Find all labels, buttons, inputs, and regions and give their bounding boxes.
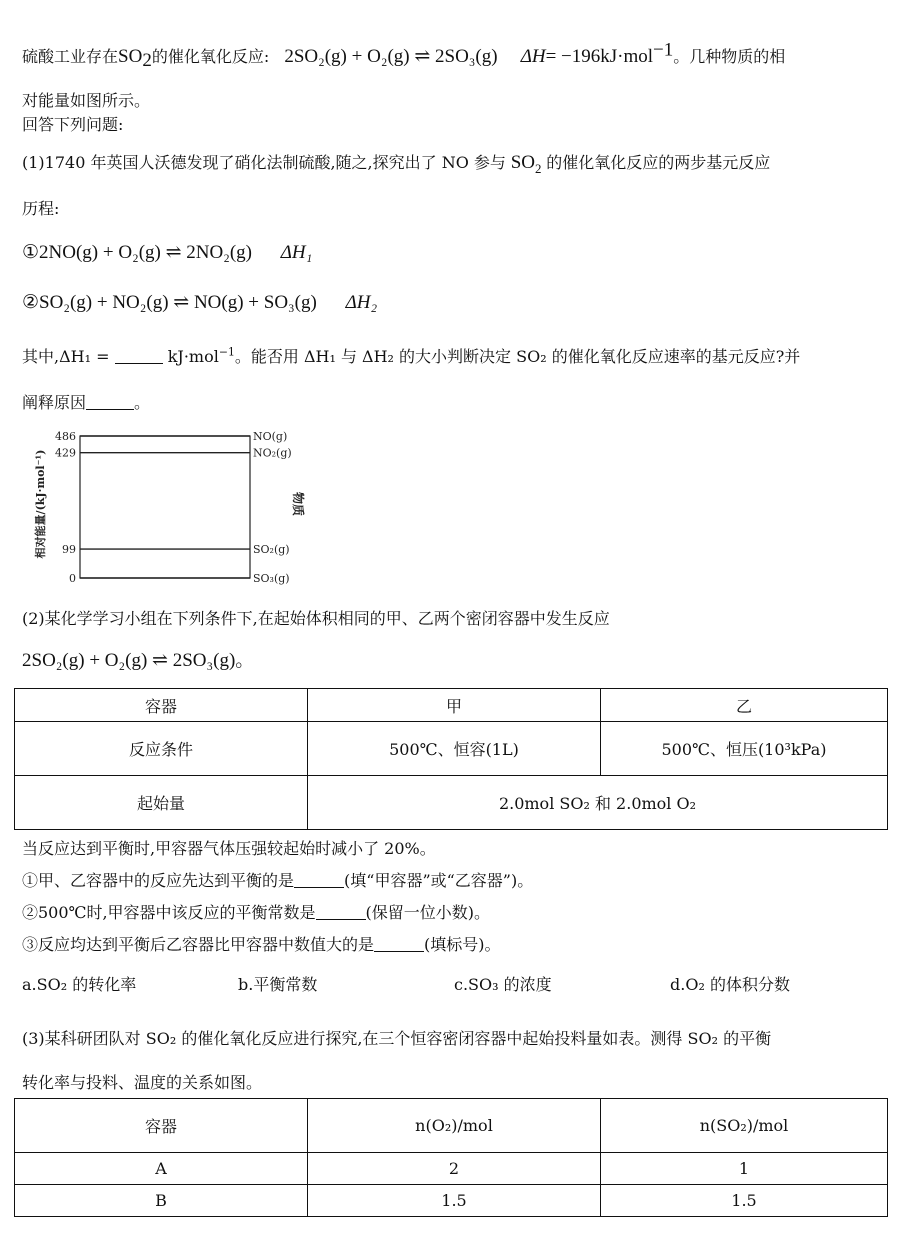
q1-ask-end: 。 bbox=[134, 393, 151, 412]
table-cell: B bbox=[15, 1185, 308, 1217]
table-row bbox=[15, 1185, 888, 1217]
table-cell: 1.5 bbox=[308, 1185, 601, 1217]
table-header-cell: 容器 bbox=[15, 689, 308, 722]
level-label: NO(g) bbox=[253, 430, 288, 443]
intro-dh-label: ΔH bbox=[520, 46, 546, 67]
table-row bbox=[15, 1153, 888, 1185]
q2-sub1a: ①甲、乙容器中的反应先达到平衡的是 bbox=[22, 871, 295, 890]
table-cell: 2.0mol SO₂ 和 2.0mol O₂ bbox=[308, 776, 888, 830]
tick-label: 429 bbox=[55, 446, 76, 460]
q1-ask-a: 其中,ΔH₁ = bbox=[22, 347, 110, 366]
q1-line-1: (1)1740 年英国人沃德发现了硝化法制硫酸,随之,探究出了 NO 参与 $SO_2$ 的催化氧化反应的两步基元反应 bbox=[22, 152, 771, 176]
table-row bbox=[15, 722, 888, 776]
x-axis-label: 物质 bbox=[291, 491, 305, 517]
q1-line-2: 历程: bbox=[22, 199, 60, 218]
intro-line-1: 硫酸工业存在$SO_2$的催化氧化反应: 2SO₂(g) + O₂(g) ⇌ 2SO₃(g) ΔH= −196kJ·mol$^{-1}$。几种物质的相 bbox=[22, 39, 786, 72]
table-cell: 1 bbox=[601, 1153, 888, 1185]
tick-label: 486 bbox=[55, 430, 76, 443]
intro-lead: 硫酸工业存在 bbox=[22, 47, 119, 66]
answer-blank-q2-2[interactable] bbox=[316, 903, 366, 920]
intro-tail2: 。几种物质的相 bbox=[673, 47, 786, 66]
q1-ask-c: 。能否用 ΔH₁ 与 ΔH₂ 的大小判断决定 SO₂ 的催化氧化反应速率的基元反应?并 bbox=[234, 347, 801, 366]
table-row bbox=[15, 689, 888, 722]
q2-sub1b: (填“甲容器”或“乙容器”)。 bbox=[344, 871, 534, 890]
q2-line-2: 2SO₂(g) + O₂(g) ⇌ 2SO₃(g)。 bbox=[22, 650, 255, 671]
q1-step1-dh: ΔH₁ bbox=[280, 242, 313, 263]
level-label: SO₃(g) bbox=[253, 572, 290, 585]
table-header-cell: 乙 bbox=[601, 689, 888, 722]
feed-table bbox=[14, 1098, 888, 1217]
q2-sub3b: (填标号)。 bbox=[424, 935, 501, 954]
q3-line-1: (3)某科研团队对 SO₂ 的催化氧化反应进行探究,在三个恒容密闭容器中起始投料量如表。测得 SO₂ 的平衡 bbox=[22, 1029, 772, 1048]
q1-ask-line2: 阐释原因 bbox=[22, 393, 87, 412]
tick-label: 99 bbox=[62, 543, 76, 557]
table-header-cell: 容器 bbox=[15, 1099, 308, 1153]
intro-dh-value: = −196kJ·mol bbox=[545, 46, 654, 67]
answer-blank-reason[interactable] bbox=[86, 393, 134, 410]
table-cell: 起始量 bbox=[15, 776, 308, 830]
diagram-frame bbox=[80, 436, 250, 578]
q3-line-2: 转化率与投料、温度的关系如图。 bbox=[22, 1073, 263, 1092]
level-label: NO₂(g) bbox=[253, 446, 292, 460]
q2-sub3 bbox=[22, 934, 501, 956]
table-header-cell: n(SO₂)/mol bbox=[601, 1099, 888, 1153]
q1-ask-line-1: 其中,ΔH₁ = kJ·mol$^{-1}$。能否用 ΔH₁ 与 ΔH₂ 的大小判断决定 SO₂ 的催化氧化反应速率的基元反应?并 bbox=[22, 345, 801, 366]
q2-sub2b: (保留一位小数)。 bbox=[365, 903, 491, 922]
tick-label: 0 bbox=[69, 572, 76, 585]
q1-line1a: (1)1740 年英国人沃德发现了硝化法制硫酸,随之,探究出了 NO 参与 bbox=[22, 153, 506, 172]
option-a: a.SO₂ 的转化率 bbox=[22, 975, 137, 994]
energy-level-diagram bbox=[22, 424, 322, 592]
table-header-cell: 甲 bbox=[308, 689, 601, 722]
q2-options bbox=[22, 972, 862, 996]
intro-line-3: 回答下列问题: bbox=[22, 115, 124, 134]
q2-line-1: (2)某化学学习小组在下列条件下,在起始体积相同的甲、乙两个密闭容器中发生反应 bbox=[22, 609, 610, 628]
table-cell: 2 bbox=[308, 1153, 601, 1185]
q1-ask-line-2 bbox=[22, 392, 150, 414]
option-b: b.平衡常数 bbox=[238, 975, 318, 994]
table-row bbox=[15, 776, 888, 830]
table-cell: A bbox=[15, 1153, 308, 1185]
answer-blank-q2-1[interactable] bbox=[294, 871, 344, 888]
option-d: d.O₂ 的体积分数 bbox=[670, 975, 790, 994]
intro-dh-exp: −1 bbox=[653, 39, 674, 61]
q2-sub3a: ③反应均达到平衡后乙容器比甲容器中数值大的是 bbox=[22, 935, 375, 954]
answer-blank-q2-3[interactable] bbox=[374, 935, 424, 952]
y-axis-label: 相对能量/(kJ·mol⁻¹) bbox=[34, 449, 47, 559]
conditions-table bbox=[14, 688, 888, 830]
q2-sub1 bbox=[22, 870, 533, 892]
q1-step1-eq: ①2NO(g) + O₂(g) ⇌ 2NO₂(g) bbox=[22, 242, 252, 263]
intro-equation: 2SO₂(g) + O₂(g) ⇌ 2SO₃(g) bbox=[284, 46, 498, 67]
q1-step2 bbox=[22, 292, 377, 314]
table-cell: 500℃、恒压(10³kPa) bbox=[601, 722, 888, 776]
intro-tail1: 的催化氧化反应: bbox=[151, 47, 270, 66]
table-cell: 1.5 bbox=[601, 1185, 888, 1217]
intro-so2: SO bbox=[118, 46, 143, 67]
level-label: SO₂(g) bbox=[253, 543, 290, 557]
option-c: c.SO₃ 的浓度 bbox=[454, 975, 552, 994]
q1-line1b: 的催化氧化反应的两步基元反应 bbox=[546, 153, 771, 172]
table-cell: 500℃、恒容(1L) bbox=[308, 722, 601, 776]
table-row bbox=[15, 1099, 888, 1153]
q2-sub2 bbox=[22, 902, 490, 924]
answer-blank-dh1[interactable] bbox=[115, 347, 163, 364]
q1-ask-b: kJ·mol bbox=[167, 347, 219, 366]
table-header-cell: n(O₂)/mol bbox=[308, 1099, 601, 1153]
q1-step1 bbox=[22, 242, 312, 264]
q2-after: 当反应达到平衡时,甲容器气体压强较起始时减小了 20%。 bbox=[22, 839, 436, 858]
table-cell: 反应条件 bbox=[15, 722, 308, 776]
q2-sub2a: ②500℃时,甲容器中该反应的平衡常数是 bbox=[22, 903, 316, 922]
q1-step2-dh: ΔH₂ bbox=[345, 292, 378, 313]
q1-step2-eq: ②SO₂(g) + NO₂(g) ⇌ NO(g) + SO₃(g) bbox=[22, 292, 317, 313]
intro-line-2: 对能量如图所示。 bbox=[22, 91, 151, 110]
